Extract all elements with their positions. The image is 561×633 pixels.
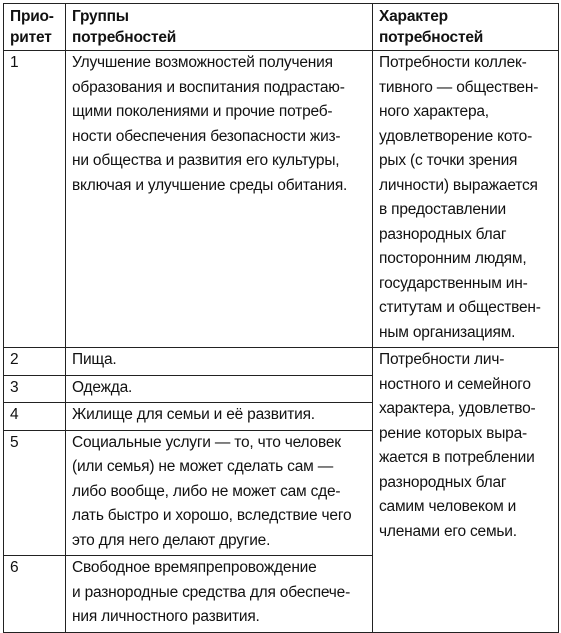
group-cell: Свободное времяпрепровождение и разнородные средства для обеспече- ния личностного развития. (66, 556, 373, 633)
priority-cell: 5 (4, 430, 66, 556)
header-priority: Прио- ритет (4, 4, 66, 51)
group-cell: Улучшение возможностей получения образования и воспитания подрастаю- щими поколениями и прочие потреб- ности обеспечения безопасности жиз- ни общества и развития его культуры, включая и улучшение среды обитания. (66, 51, 373, 348)
group-cell: Жилище для семьи и её развития. (66, 403, 373, 431)
priority-cell: 4 (4, 403, 66, 431)
header-character: Характер потребностей (373, 4, 559, 51)
table-row (4, 51, 559, 348)
header-groups: Группы потребностей (66, 4, 373, 51)
character-collective-cell: Потребности коллек- тивного — обществен- ного характера, удовлетворение кото- рых (с точки зрения личности) выражается в предоставлении разнородных благ посторонним людям, государственным ин- ститутам и обществен- ным организациям. (373, 51, 559, 348)
priority-cell: 2 (4, 348, 66, 376)
priority-cell: 1 (4, 51, 66, 348)
table-header-row (4, 4, 559, 51)
needs-priority-table (3, 3, 559, 633)
group-cell: Социальные услуги — то, что человек (или семья) не может сделать сам — либо вообще, либо не может сам сде- лать быстро и хорошо, вследствие чего это для него делают другие. (66, 430, 373, 556)
group-cell: Пища. (66, 348, 373, 376)
group-cell: Одежда. (66, 375, 373, 403)
table-row (4, 348, 559, 376)
character-personal-cell: Потребности лич- ностного и семейного характера, удовлетво- рение которых выра- жается в потреблении разнородных благ самим человеком и членами его семьи. (373, 348, 559, 633)
priority-cell: 3 (4, 375, 66, 403)
priority-cell: 6 (4, 556, 66, 633)
